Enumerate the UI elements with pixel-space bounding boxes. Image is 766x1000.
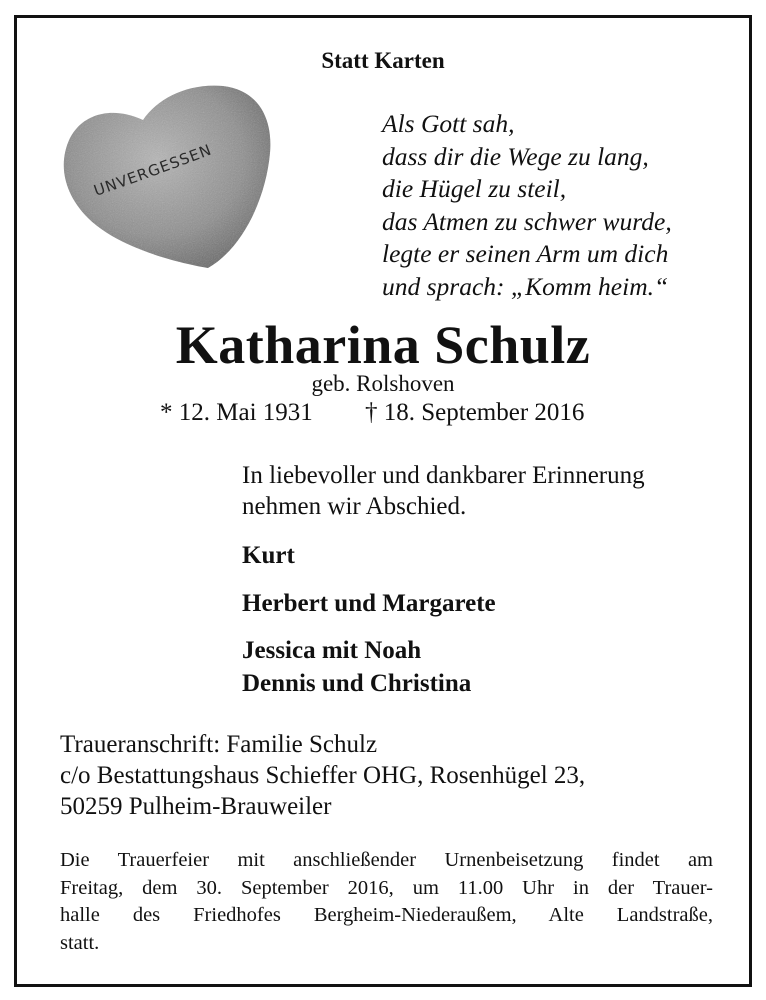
family-name: Dennis und Christina [242,670,472,697]
family-name: Kurt [242,542,295,569]
poem-line: die Hügel zu steil, [382,174,567,203]
family-name: Jessica mit Noah [242,637,422,664]
service-line: statt. [60,931,100,954]
poem-line: und sprach: „Komm heim.“ [382,271,669,301]
poem-line: das Atmen zu schwer wurde, [382,206,672,236]
poem-line: dass dir die Wege zu lang, [382,141,649,171]
memory-line: In liebevoller und dankbarer Erinnerung [242,462,645,489]
service-line: halle des Friedhofes Bergheim-Niederaußem, Alte Landstraße, [60,904,713,926]
deceased-name: Katharina Schulz [175,315,591,375]
poem-line: Als Gott sah, [382,109,515,138]
memory-text [242,460,645,522]
heart-inscription: UNVERGESSEN [91,140,215,200]
address-line: Traueranschrift: Familie Schulz [60,731,378,758]
header-title: Statt Karten [321,48,445,73]
birth-date: * 12. Mai 1931 [160,399,313,426]
address-line: c/o Bestattungshaus Schieffer OHG, Rosenhügel 23, [60,762,586,789]
mourning-address [60,729,585,822]
death-date: † 18. September 2016 [365,399,585,426]
poem [382,108,672,303]
birth-name: geb. Rolshoven [311,371,455,396]
memory-line: nehmen wir Abschied. [242,493,467,520]
heart-stone-image [58,78,278,278]
service-line: Freitag, dem 30. September 2016, um 11.00 Uhr in der Trauer- [60,876,713,899]
funeral-service-text [60,847,713,957]
family-name: Herbert und Margarete [242,590,496,617]
address-line: 50259 Pulheim-Brauweiler [60,793,332,820]
service-line: Die Trauerfeier mit anschließender Urnenbeisetzung findet am [60,849,713,871]
poem-line: legte er seinen Arm um dich [382,239,669,268]
